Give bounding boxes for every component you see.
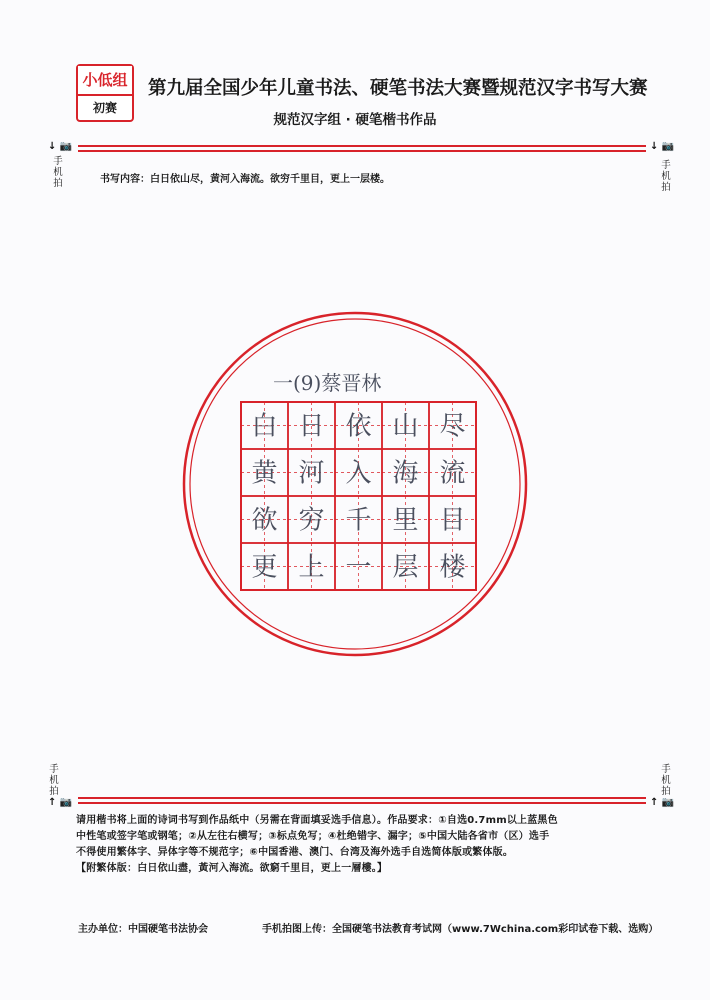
handwritten-character: 流 (439, 458, 466, 489)
handwritten-character: 里 (392, 505, 419, 536)
writing-area (181, 310, 529, 658)
requirements (76, 813, 646, 877)
handwritten-character: 入 (345, 458, 372, 489)
handwritten-character: 尽 (439, 411, 466, 442)
requirement-line: 【附繁体版：白日依山盡，黃河入海流。欲窮千里目，更上一層樓。】 (76, 863, 388, 874)
handwritten-character: 依 (345, 411, 372, 442)
top-double-rule (78, 145, 646, 154)
phone-photo-label-top-right: 手机拍 (661, 160, 671, 193)
handwritten-character: 日 (298, 411, 325, 442)
handwritten-character: 海 (392, 458, 419, 489)
entry-header: 一(9)蔡晋林 (273, 371, 382, 395)
handwritten-character: 欲 (251, 505, 278, 536)
badge-round-label: 初赛 (92, 101, 117, 115)
content-line: 书写内容：白日依山尽，黄河入海流。欲穷千里目，更上一层楼。 (100, 174, 390, 185)
badge-group-label: 小低组 (78, 66, 132, 96)
handwritten-character: 山 (392, 411, 419, 442)
phone-photo-label-bottom-left: 手机拍 (49, 764, 59, 797)
requirement-line: 不得使用繁体字、异体字等不规范字；⑥中国香港、澳门、台湾及海外选手自选简体版或繁体版。 (76, 847, 514, 858)
handwritten-character: 穷 (298, 505, 325, 536)
handwritten-character: 千 (345, 505, 372, 536)
phone-photo-label-top-left: 手机拍 (53, 156, 63, 189)
requirement-line: 请用楷书将上面的诗词书写到作品纸中（另需在背面填妥选手信息）。作品要求：①自选0.7mm以上蓝黑色 (76, 815, 558, 826)
page-subtitle: 规范汉字组 · 硬笔楷书作品 (273, 112, 437, 128)
handwritten-character: 目 (439, 505, 466, 536)
camera-marker-bottom-left: ↑ 📷 (48, 797, 73, 808)
writing-circle (181, 310, 529, 658)
character-grid (241, 402, 476, 590)
handwritten-character: 河 (298, 458, 325, 489)
camera-marker-bottom-right: ↑ 📷 (650, 797, 675, 808)
handwritten-character: 一 (345, 552, 372, 583)
bottom-double-rule (78, 797, 646, 806)
handwritten-character: 层 (392, 552, 419, 583)
upload-text: 手机拍图上传：全国硬笔书法教育考试网（www.7Wchina.com彩印试卷下载、选购） (262, 924, 659, 935)
camera-marker-top-left: ↓ 📷 (48, 141, 73, 152)
requirement-line: 中性笔或签字笔或钢笔；②从左往右横写；③标点免写；④杜绝错字、漏字；⑤中国大陆各省市（区）选手 (76, 831, 550, 842)
handwritten-character: 黄 (251, 458, 278, 489)
camera-marker-top-right: ↓ 📷 (650, 141, 675, 152)
handwritten-character: 上 (298, 552, 325, 583)
page-title: 第九届全国少年儿童书法、硬笔书法大赛暨规范汉字书写大赛 (148, 78, 648, 99)
phone-photo-label-bottom-right: 手机拍 (661, 764, 671, 797)
organizer-text: 主办单位：中国硬笔书法协会 (78, 924, 208, 935)
handwritten-character: 楼 (439, 552, 466, 583)
handwritten-character: 白 (251, 411, 278, 442)
handwritten-character: 更 (251, 552, 278, 583)
